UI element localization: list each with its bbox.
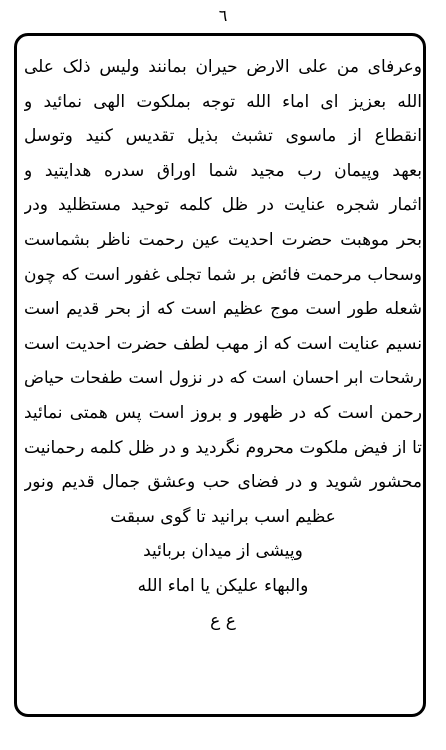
text-line: رشحات ابر احسان است که در نزول است طفحات حیاض: [24, 368, 422, 388]
tablet-text: [24, 50, 422, 638]
text-line: عظیم اسب برانید تا گوی سبقت: [110, 506, 336, 527]
text-line: اثمار شجره عنایت در ظل کلمه توحید مستظلید ودر: [24, 195, 422, 216]
text-line: وسحاب مرحمت فائض بر شما تجلی غفور است که چون: [24, 264, 422, 285]
text-line: نسیم عنایت است که از مهب لطف حضرت احدیت است: [24, 333, 422, 354]
text-line: شعله طور است موج عظیم است که از بحر قدیم است: [24, 299, 422, 320]
text-line: رحمن است که در ظهور و بروز است پس همتی نمائید: [24, 402, 422, 423]
text-line: بحر موهبت حضرت احدیت عین رحمت ناظر بشماست: [24, 229, 422, 250]
signature-line: ع ع: [210, 610, 236, 631]
text-line: الله بعزیز ای اماء الله توجه بملکوت الهی نمائید و: [24, 91, 422, 112]
text-line: تا از فیض ملکوت محروم نگردید و در ظل کلمه رحمانیت: [24, 437, 422, 458]
text-line: وپیشی از میدان بربائید: [143, 541, 303, 562]
text-line: انقطاع از ماسوی تشبث بذیل تقدیس کنید وتوسل: [24, 126, 422, 147]
text-line: بعهد وپیمان رب مجید شما اوراق سدره هدایتید و: [24, 160, 422, 181]
text-line: محشور شوید و در فضای حب وعشق جمال قدیم ونور: [24, 472, 422, 493]
closing-salutation: والبهاء علیکن یا اماء الله: [137, 575, 309, 596]
text-line: وعرفای من علی الارض حیران بمانند ولیس ذلک علی: [24, 57, 422, 77]
page-number: ٦: [218, 6, 228, 25]
